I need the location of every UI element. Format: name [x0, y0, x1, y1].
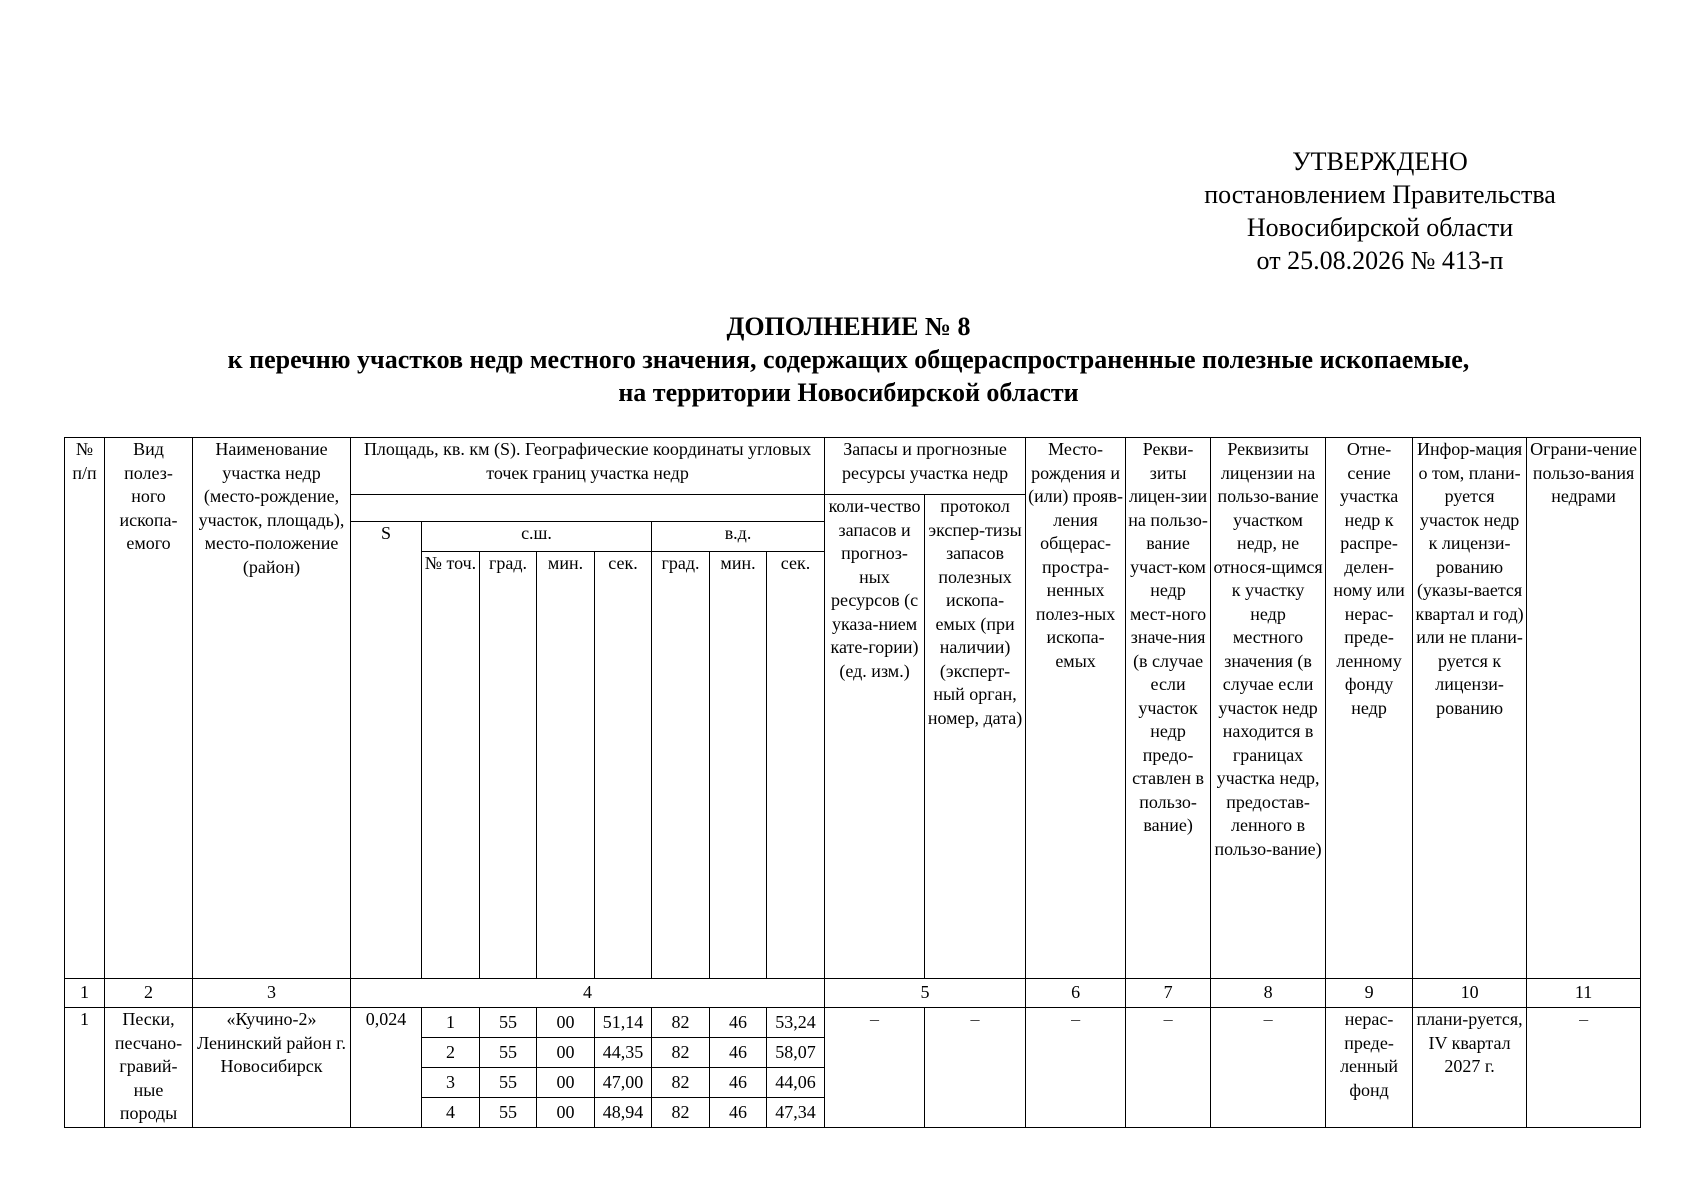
lat-min: 00	[537, 1008, 595, 1038]
lon-deg: 82	[652, 1098, 710, 1128]
row-area: 0,024	[351, 1008, 422, 1128]
header-area-s: S	[351, 522, 422, 979]
lon-sec: 53,24	[767, 1008, 825, 1038]
header-restriction: Ограни-чение пользо-вания недрами	[1527, 438, 1641, 979]
title-line-1: ДОПОЛНЕНИЕ № 8	[726, 312, 971, 341]
lat-deg: 55	[480, 1038, 537, 1068]
header-reserves-protocol: протокол экспер-тизы запасов полезных ископа-емых (при наличии) (эксперт-ный орган, номер, дата)	[925, 495, 1026, 979]
lon-deg: 82	[652, 1008, 710, 1038]
header-lon-min: мин.	[710, 552, 767, 979]
lon-min: 46	[710, 1068, 767, 1098]
approval-stamp	[1180, 145, 1580, 277]
row-licensing-plan: плани-руется, IV квартал 2027 г.	[1413, 1008, 1527, 1128]
row-license: –	[1126, 1008, 1211, 1128]
column-number-4: 4	[351, 979, 825, 1008]
lat-min: 00	[537, 1038, 595, 1068]
lat-deg: 55	[480, 1068, 537, 1098]
header-longitude: в.д.	[652, 522, 825, 552]
row-reserves-protocol: –	[925, 1008, 1026, 1128]
header-license-other: Реквизиты лицензии на пользо-вание участком недр, не относя-щимся к участку недр местного значения (в случае если участок недр находится в границах участка недр, предостав-ленного в пользо-вание)	[1211, 438, 1326, 979]
column-number-11: 11	[1527, 979, 1641, 1008]
header-area-coordinates: Площадь, кв. км (S). Географические координаты угловых точек границ участка недр	[351, 438, 825, 495]
column-number-8: 8	[1211, 979, 1326, 1008]
column-number-9: 9	[1326, 979, 1413, 1008]
header-reserves-qty: коли-чество запасов и прогноз-ных ресурсов (с указа-нием кате-гории) (ед. изм.)	[825, 495, 925, 979]
header-lat-min: мин.	[537, 552, 595, 979]
point-no: 2	[422, 1038, 480, 1068]
header-lon-deg: град.	[652, 552, 710, 979]
lon-min: 46	[710, 1098, 767, 1128]
header-plot-name: Наименование участка недр (место-рождение, участок, площадь), место-положение (район)	[193, 438, 351, 979]
header-no: № п/п	[65, 438, 105, 979]
header-mineral-type: Вид полез-ного ископа-емого	[105, 438, 193, 979]
lat-deg: 55	[480, 1098, 537, 1128]
column-number-5: 5	[825, 979, 1026, 1008]
row-reserves-qty: –	[825, 1008, 925, 1128]
lon-deg: 82	[652, 1068, 710, 1098]
header-licensing-plan: Инфор-мация о том, плани-руется участок недр к лицензи-рованию (указы-вается квартал и год) или не плани-руется к лицензи-рованию	[1413, 438, 1527, 979]
lat-deg: 55	[480, 1008, 537, 1038]
lon-sec: 47,34	[767, 1098, 825, 1128]
column-number-1: 1	[65, 979, 105, 1008]
lon-sec: 44,06	[767, 1068, 825, 1098]
header-latitude: с.ш.	[422, 522, 652, 552]
lat-sec: 44,35	[595, 1038, 652, 1068]
header-lon-sec: сек.	[767, 552, 825, 979]
approval-line-4: от 25.08.2026 № 413-п	[1256, 246, 1504, 275]
header-fund: Отне-сение участка недр к распре-делен-ному или нерас-преде-ленному фонду недр	[1326, 438, 1413, 979]
row-fund: нерас-преде-ленный фонд	[1326, 1008, 1413, 1128]
lat-sec: 47,00	[595, 1068, 652, 1098]
title-line-2: к перечню участков недр местного значения, содержащих общераспространенные полезные ископаемые,	[227, 345, 1470, 374]
table-row	[65, 1008, 1641, 1038]
lat-min: 00	[537, 1068, 595, 1098]
lat-sec: 48,94	[595, 1098, 652, 1128]
header-lat-sec: сек.	[595, 552, 652, 979]
column-number-7: 7	[1126, 979, 1211, 1008]
column-number-10: 10	[1413, 979, 1527, 1008]
column-number-6: 6	[1026, 979, 1126, 1008]
document-title	[0, 310, 1697, 409]
lon-sec: 58,07	[767, 1038, 825, 1068]
approval-line-2: постановлением Правительства	[1204, 180, 1556, 209]
column-number-2: 2	[105, 979, 193, 1008]
row-mineral-type: Пески, песчано-гравий-ные породы	[105, 1008, 193, 1128]
header-point-no: № точ.	[422, 552, 480, 979]
header-license: Рекви-зиты лицен-зии на пользо-вание участ-ком недр мест-ного значе-ния (в случае если участок недр предо-ставлен в пользо-вание)	[1126, 438, 1211, 979]
column-number-3: 3	[193, 979, 351, 1008]
title-line-3: на территории Новосибирской области	[618, 378, 1079, 407]
lat-sec: 51,14	[595, 1008, 652, 1038]
row-restriction: –	[1527, 1008, 1641, 1128]
lon-deg: 82	[652, 1038, 710, 1068]
header-reserves: Запасы и прогнозные ресурсы участка недр	[825, 438, 1026, 495]
approval-line-1: УТВЕРЖДЕНО	[1292, 147, 1468, 176]
subsoil-plots-table	[64, 437, 1641, 1128]
row-plot-name: «Кучино-2» Ленинский район г. Новосибирск	[193, 1008, 351, 1128]
lon-min: 46	[710, 1008, 767, 1038]
point-no: 4	[422, 1098, 480, 1128]
approval-line-3: Новосибирской области	[1246, 213, 1514, 242]
point-no: 1	[422, 1008, 480, 1038]
point-no: 3	[422, 1068, 480, 1098]
header-deposits: Место-рождения и (или) прояв-ления общерас-простра-ненных полез-ных ископа-емых	[1026, 438, 1126, 979]
lon-min: 46	[710, 1038, 767, 1068]
row-deposits: –	[1026, 1008, 1126, 1128]
lat-min: 00	[537, 1098, 595, 1128]
header-lat-deg: град.	[480, 552, 537, 979]
row-no: 1	[65, 1008, 105, 1128]
row-license-other: –	[1211, 1008, 1326, 1128]
